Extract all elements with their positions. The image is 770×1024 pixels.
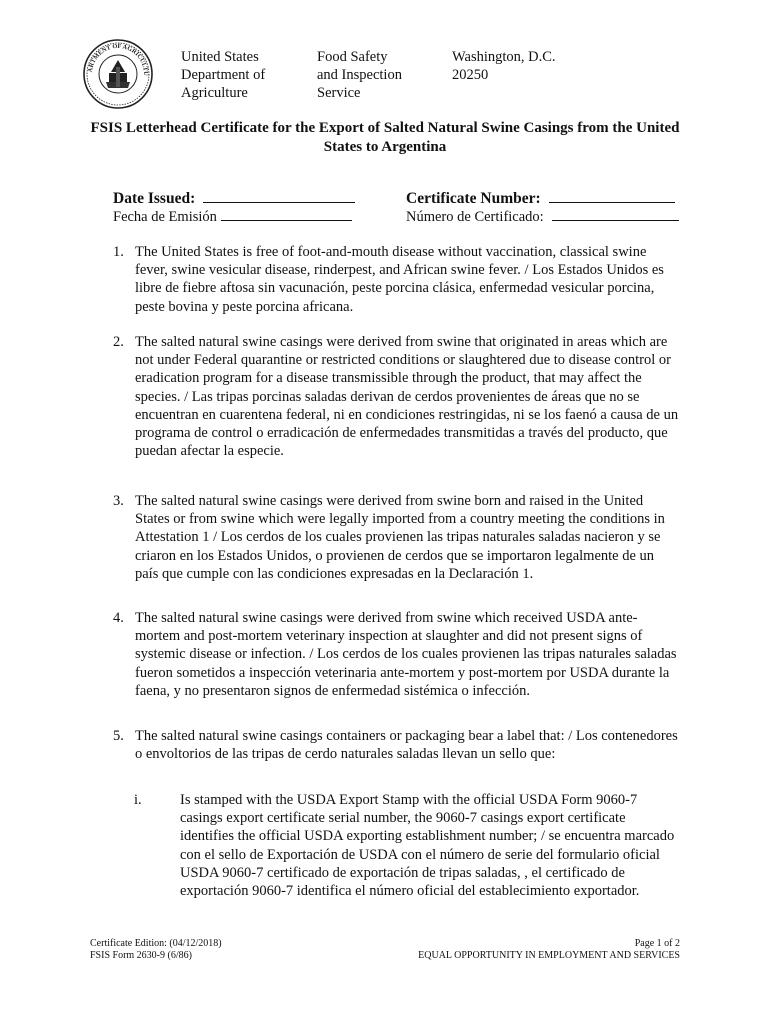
- footer-left: [90, 938, 222, 962]
- certificate-edition: Certificate Edition: (04/12/2018): [90, 938, 222, 949]
- eeo-statement: EQUAL OPPORTUNITY IN EMPLOYMENT AND SERVICES: [418, 950, 680, 961]
- page-number: Page 1 of 2: [634, 938, 680, 949]
- seal-text: ARTMENT OF AGRICULTU: [86, 42, 150, 76]
- item-text: The salted natural swine casings were derived from swine born and raised in the United States or from swine which were legally imported from a country meeting the conditions in Attestation 1 / Los cerdos de los cuales provienen las tripas naturales saladas nacieron y se criaron en los Estados Unidos, o provienen de cerdos que se importaron legalmente de un país que cumple con las condiciones expresadas en la Declaración 1.: [135, 493, 665, 582]
- item-text: The United States is free of foot-and-mouth disease without vaccination, classical swine fever, swine vesicular disease, rinderpest, and African swine fever. / Los Estados Unidos es libre de fiebre aftosa sin vacunación, peste porcina clásica, enfermedad vesicular porcina, peste bovina y peste porcina africana.: [135, 244, 664, 315]
- form-number: FSIS Form 2630-9 (6/86): [90, 950, 192, 961]
- date-issued-es-blank: [221, 207, 352, 221]
- date-issued-field[interactable]: [113, 189, 355, 208]
- item-text: The salted natural swine casings were derived from swine that originated in areas which are not under Federal quarantine or restricted conditions or slaughtered due to disease control or eradication program for a disease transmissible through the product, that may affect the species. / Las tripas porcinas saladas derivan de cerdos provenientes de áreas que no se encuentran en cuarentena federal, ni en condiciones restringidas, ni se los faenó a causa de un programa de control o erradicación de enfermedades transmitidas a través del producto, que puedan afectar la especie.: [135, 334, 679, 460]
- location: Washington, D.C. 20250: [452, 49, 556, 83]
- item-number: 1.: [113, 244, 124, 260]
- sub-item-text: Is stamped with the USDA Export Stamp with the official USDA Form 9060-7 casings export certificate serial number, the 9060-7 casings export certificate identifies the official USDA exporting establishment number; / se encuentra marcado con el sello de Exportación de USDA con el número de serie del formulario oficial USDA 9060-7 certificado de exportación de tripas saladas, , el certificado de exportación 9060-7 identifica el número oficial del establecimiento exportador.: [180, 792, 675, 900]
- certificate-number-blank[interactable]: [549, 189, 675, 203]
- sub-item-number: i.: [134, 792, 142, 808]
- date-issued-label: Date Issued:: [113, 190, 196, 207]
- item-number: 5.: [113, 728, 124, 744]
- usda-seal-icon: [82, 38, 154, 110]
- agency-name: United States Department of Agriculture: [181, 49, 266, 101]
- date-issued-label-es: Fecha de Emisión: [113, 209, 217, 225]
- footer-right: [418, 938, 680, 962]
- item-text: The salted natural swine casings were derived from swine which received USDA ante-mortem and post-mortem veterinary inspection at slaughter and did not present signs of systemic disease or infection. / Los cerdos de los cuales provienen las tripas naturales saladas fueron sometidos a inspección veterinaria ante-mortem y post-mortem por USDA durante la faena, y no presentaron signos de enfermedad sistémica o infección.: [135, 610, 677, 699]
- item-number: 2.: [113, 334, 124, 350]
- date-issued-es-field: [113, 207, 352, 226]
- certificate-number-label-es: Número de Certificado:: [406, 209, 544, 225]
- item-number: 3.: [113, 493, 124, 509]
- certificate-number-label: Certificate Number:: [406, 190, 541, 207]
- certificate-number-es-field: [406, 207, 679, 226]
- item-number: 4.: [113, 610, 124, 626]
- date-issued-blank[interactable]: [203, 189, 355, 203]
- certificate-number-es-blank: [552, 207, 679, 221]
- document-title: FSIS Letterhead Certificate for the Export of Salted Natural Swine Casings from the United States to Argentina: [90, 120, 680, 155]
- service-name: Food Safety and Inspection Service: [317, 49, 402, 101]
- certificate-number-field[interactable]: [406, 189, 675, 208]
- item-text: The salted natural swine casings containers or packaging bear a label that: / Los contenedores o envoltorios de las tripas de cerdo naturales saladas llevan un sello que:: [135, 728, 678, 763]
